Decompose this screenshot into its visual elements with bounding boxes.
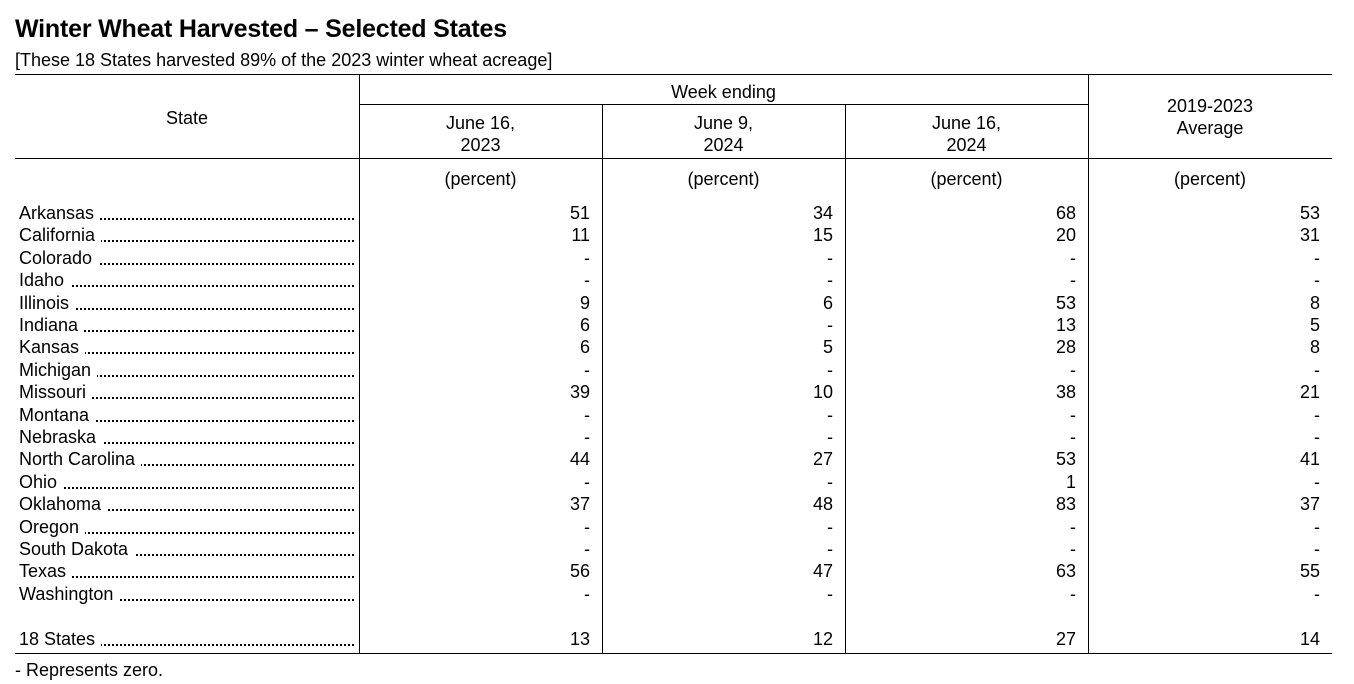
table-cell-value: -: [827, 315, 833, 335]
table-cell-value: -: [584, 584, 590, 604]
table-cell-value: -: [1314, 405, 1320, 425]
table-cell-value: 27: [812, 449, 833, 469]
table-row-state: [19, 336, 354, 358]
table-cell-value: 6: [579, 337, 590, 357]
table-cell-value: 13: [1055, 315, 1076, 335]
table-cell-value: -: [1070, 360, 1076, 380]
table-cell-value: -: [1314, 360, 1320, 380]
table-cell-value: -: [1314, 427, 1320, 447]
week-ending-group-header: Week ending: [671, 82, 776, 102]
state-column-header: State: [165, 108, 209, 128]
state-name: Missouri: [19, 382, 92, 402]
state-name: California: [19, 225, 101, 245]
table-row-state: [19, 359, 354, 381]
table-cell-value: 5: [1309, 315, 1320, 335]
state-name: North Carolina: [19, 449, 141, 469]
state-name: Washington: [19, 584, 119, 604]
table-row-state: [19, 560, 354, 582]
state-name: Arkansas: [19, 203, 100, 223]
table-row-state: [19, 628, 354, 650]
table-top-rule: [15, 74, 1332, 75]
table-cell-value: 15: [812, 225, 833, 245]
table-row-state: [19, 224, 354, 246]
table-cell-value: 83: [1055, 494, 1076, 514]
table-cell-value: -: [827, 539, 833, 559]
table-cell-value: -: [1314, 517, 1320, 537]
table-cell-value: 28: [1055, 337, 1076, 357]
column-divider: [359, 74, 360, 653]
table-cell-value: 12: [812, 629, 833, 649]
table-cell-value: 21: [1299, 382, 1320, 402]
table-row-state: [19, 314, 354, 336]
table-cell-value: 39: [569, 382, 590, 402]
table-cell-value: -: [827, 517, 833, 537]
table-cell-value: 6: [579, 315, 590, 335]
table-cell-value: 8: [1309, 337, 1320, 357]
state-name: Texas: [19, 561, 72, 581]
table-cell-value: -: [827, 472, 833, 492]
table-cell-value: -: [1314, 539, 1320, 559]
table-cell-value: 8: [1309, 293, 1320, 313]
table-cell-value: 5: [822, 337, 833, 357]
table-row-state: [19, 516, 354, 538]
table-cell-value: 37: [569, 494, 590, 514]
table-cell-value: -: [827, 248, 833, 268]
table-row-state: [19, 426, 354, 448]
unit-label: (percent): [444, 169, 517, 189]
table-cell-value: 37: [1299, 494, 1320, 514]
table-cell-value: 20: [1055, 225, 1076, 245]
table-cell-value: 53: [1299, 203, 1320, 223]
table-cell-value: -: [1070, 584, 1076, 604]
table-cell-value: 44: [569, 449, 590, 469]
table-row-state: [19, 247, 354, 269]
table-row-state: [19, 381, 354, 403]
table-row-state: [19, 269, 354, 291]
table-cell-value: -: [584, 539, 590, 559]
table-cell-value: 34: [812, 203, 833, 223]
table-cell-value: 68: [1055, 203, 1076, 223]
column-header: June 9, 2024: [693, 113, 754, 155]
table-cell-value: -: [584, 270, 590, 290]
table-cell-value: 10: [812, 382, 833, 402]
table-cell-value: -: [584, 360, 590, 380]
table-cell-value: 31: [1299, 225, 1320, 245]
unit-label: (percent): [687, 169, 760, 189]
header-bottom-rule: [15, 158, 1332, 159]
state-name: Oklahoma: [19, 494, 107, 514]
table-cell-value: 27: [1055, 629, 1076, 649]
table-cell-value: -: [1314, 584, 1320, 604]
unit-label: (percent): [1173, 169, 1247, 189]
table-cell-value: 1: [1065, 472, 1076, 492]
table-cell-value: 13: [569, 629, 590, 649]
table-cell-value: -: [584, 517, 590, 537]
table-cell-value: -: [1070, 248, 1076, 268]
table-cell-value: 9: [579, 293, 590, 313]
table-cell-value: -: [827, 584, 833, 604]
table-cell-value: 56: [569, 561, 590, 581]
table-cell-value: 63: [1055, 561, 1076, 581]
state-name: Oregon: [19, 517, 85, 537]
table-cell-value: 6: [822, 293, 833, 313]
table-row-state: [19, 404, 354, 426]
table-cell-value: -: [1070, 539, 1076, 559]
table-cell-value: 48: [812, 494, 833, 514]
state-name: Kansas: [19, 337, 85, 357]
table-cell-value: 11: [571, 225, 590, 245]
table-cell-value: 53: [1055, 293, 1076, 313]
table-cell-value: -: [827, 360, 833, 380]
table-row-state: [19, 448, 354, 470]
week-ending-rule: [359, 104, 1088, 105]
footnote: - Represents zero.: [15, 660, 164, 680]
table-cell-value: -: [584, 405, 590, 425]
table-cell-value: 47: [812, 561, 833, 581]
table-cell-value: 51: [569, 203, 590, 223]
state-name: 18 States: [19, 629, 101, 649]
table-cell-value: 53: [1055, 449, 1076, 469]
table-cell-value: -: [1314, 472, 1320, 492]
table-cell-value: -: [584, 472, 590, 492]
table-cell-value: -: [1314, 270, 1320, 290]
table-cell-value: -: [1070, 270, 1076, 290]
table-cell-value: -: [584, 248, 590, 268]
unit-label: (percent): [930, 169, 1003, 189]
state-name: Nebraska: [19, 427, 102, 447]
state-name: Idaho: [19, 270, 70, 290]
table-row-state: [19, 493, 354, 515]
state-name: Illinois: [19, 293, 75, 313]
column-divider: [1088, 74, 1089, 653]
table-row-state: [19, 471, 354, 493]
table-cell-value: -: [1070, 405, 1076, 425]
table-cell-value: -: [827, 270, 833, 290]
state-name: Michigan: [19, 360, 97, 380]
table-row-state: [19, 292, 354, 314]
table-cell-value: -: [827, 427, 833, 447]
table-cell-value: -: [1314, 248, 1320, 268]
table-cell-value: 55: [1299, 561, 1320, 581]
dot-leader: [19, 487, 354, 489]
table-cell-value: 41: [1299, 449, 1320, 469]
state-name: Indiana: [19, 315, 84, 335]
table-cell-value: -: [584, 427, 590, 447]
column-header: June 16, 2024: [931, 113, 1002, 155]
state-name: Ohio: [19, 472, 63, 492]
table-cell-value: 14: [1299, 629, 1320, 649]
table-row-state: [19, 583, 354, 605]
column-header: 2019-2023 Average: [1166, 96, 1254, 138]
state-name: Colorado: [19, 248, 98, 268]
state-name: South Dakota: [19, 539, 134, 559]
table-cell-value: -: [1070, 427, 1076, 447]
page-title: Winter Wheat Harvested – Selected States: [15, 15, 507, 43]
table-cell-value: -: [827, 405, 833, 425]
table-cell-value: 38: [1055, 382, 1076, 402]
column-header: June 16, 2023: [445, 113, 516, 155]
table-cell-value: -: [1070, 517, 1076, 537]
state-name: Montana: [19, 405, 95, 425]
table-row-state: [19, 202, 354, 224]
table-row-state: [19, 538, 354, 560]
page-subtitle: [These 18 States harvested 89% of the 2023 winter wheat acreage]: [15, 50, 553, 70]
table-bottom-rule: [15, 653, 1332, 654]
